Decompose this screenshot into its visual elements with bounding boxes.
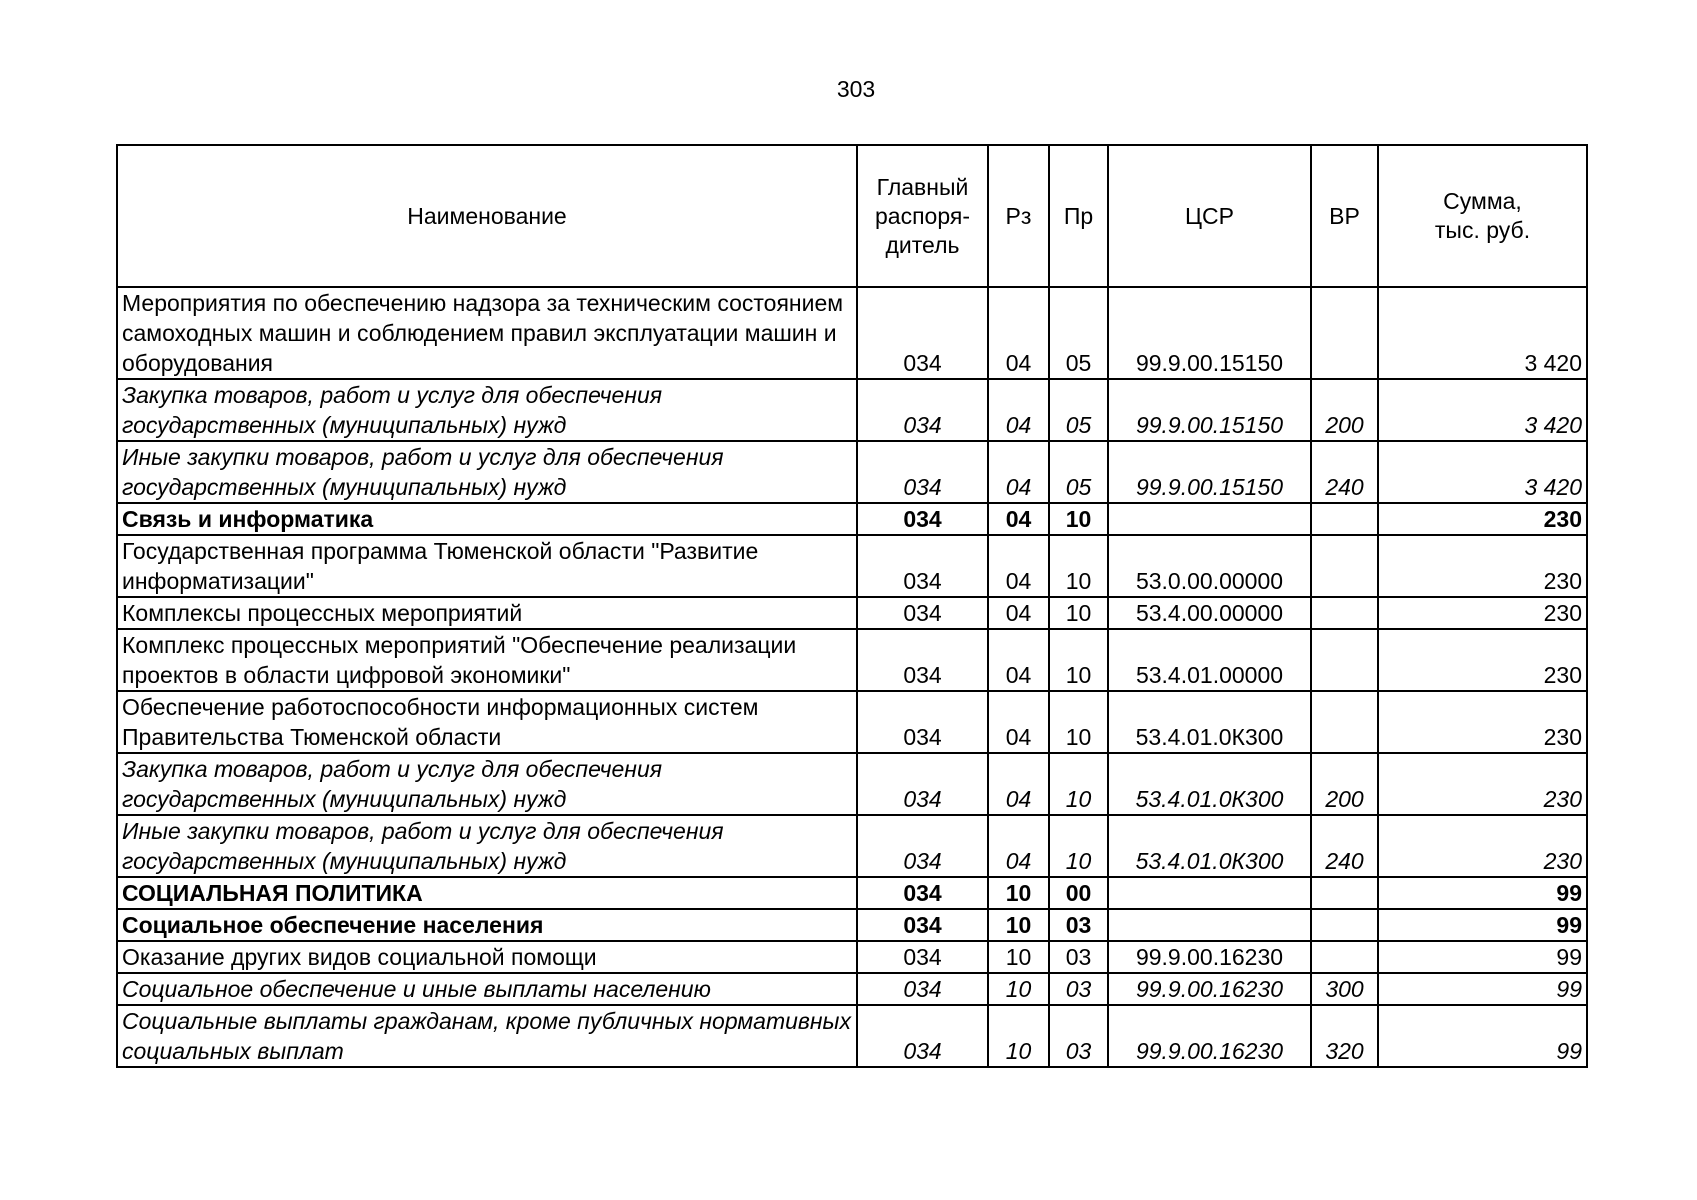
row-csr bbox=[1108, 877, 1311, 909]
row-grbs: 034 bbox=[857, 535, 988, 597]
row-vr bbox=[1311, 941, 1378, 973]
row-rz: 04 bbox=[988, 379, 1049, 441]
row-pr: 00 bbox=[1049, 877, 1108, 909]
header-rz: Рз bbox=[988, 145, 1049, 287]
row-sum: 99 bbox=[1378, 877, 1587, 909]
row-vr: 240 bbox=[1311, 441, 1378, 503]
row-sum: 99 bbox=[1378, 973, 1587, 1005]
row-grbs: 034 bbox=[857, 1005, 988, 1067]
row-sum: 230 bbox=[1378, 503, 1587, 535]
row-rz: 10 bbox=[988, 1005, 1049, 1067]
table-row bbox=[117, 379, 1587, 441]
row-name: Обеспечение работоспособности информационных систем Правительства Тюменской области bbox=[117, 691, 857, 753]
header-grbs bbox=[857, 145, 988, 287]
table-row bbox=[117, 941, 1587, 973]
row-pr: 03 bbox=[1049, 973, 1108, 1005]
row-pr: 10 bbox=[1049, 691, 1108, 753]
row-rz: 04 bbox=[988, 815, 1049, 877]
row-rz: 04 bbox=[988, 629, 1049, 691]
row-sum: 3 420 bbox=[1378, 379, 1587, 441]
row-vr bbox=[1311, 691, 1378, 753]
row-pr: 10 bbox=[1049, 753, 1108, 815]
row-csr: 53.4.01.0К300 bbox=[1108, 691, 1311, 753]
row-rz: 10 bbox=[988, 877, 1049, 909]
row-name: Комплекс процессных мероприятий "Обеспечение реализации проектов в области цифровой экономики" bbox=[117, 629, 857, 691]
row-pr: 10 bbox=[1049, 503, 1108, 535]
row-csr: 53.4.01.0К300 bbox=[1108, 753, 1311, 815]
row-sum: 230 bbox=[1378, 597, 1587, 629]
row-pr: 03 bbox=[1049, 1005, 1108, 1067]
row-grbs: 034 bbox=[857, 503, 988, 535]
row-vr bbox=[1311, 287, 1378, 379]
budget-table bbox=[116, 144, 1588, 1068]
row-pr: 05 bbox=[1049, 379, 1108, 441]
row-pr: 03 bbox=[1049, 941, 1108, 973]
row-csr: 99.9.00.15150 bbox=[1108, 287, 1311, 379]
table-row bbox=[117, 815, 1587, 877]
row-vr bbox=[1311, 535, 1378, 597]
row-rz: 04 bbox=[988, 535, 1049, 597]
row-name: Закупка товаров, работ и услуг для обеспечения государственных (муниципальных) нужд bbox=[117, 753, 857, 815]
table-row bbox=[117, 503, 1587, 535]
row-pr: 03 bbox=[1049, 909, 1108, 941]
table-row bbox=[117, 753, 1587, 815]
row-name: Связь и информатика bbox=[117, 503, 857, 535]
row-vr bbox=[1311, 909, 1378, 941]
row-sum: 99 bbox=[1378, 1005, 1587, 1067]
table-row bbox=[117, 535, 1587, 597]
row-vr bbox=[1311, 503, 1378, 535]
header-sum bbox=[1378, 145, 1587, 287]
row-grbs: 034 bbox=[857, 597, 988, 629]
row-pr: 10 bbox=[1049, 597, 1108, 629]
row-vr: 300 bbox=[1311, 973, 1378, 1005]
row-pr: 05 bbox=[1049, 287, 1108, 379]
table-row bbox=[117, 973, 1587, 1005]
row-csr: 99.9.00.15150 bbox=[1108, 441, 1311, 503]
row-sum: 3 420 bbox=[1378, 287, 1587, 379]
row-rz: 04 bbox=[988, 503, 1049, 535]
table-row bbox=[117, 909, 1587, 941]
row-name: Государственная программа Тюменской области "Развитие информатизации" bbox=[117, 535, 857, 597]
row-rz: 04 bbox=[988, 597, 1049, 629]
row-grbs: 034 bbox=[857, 441, 988, 503]
row-sum: 99 bbox=[1378, 909, 1587, 941]
row-csr bbox=[1108, 503, 1311, 535]
row-grbs: 034 bbox=[857, 753, 988, 815]
row-sum: 99 bbox=[1378, 941, 1587, 973]
row-sum: 230 bbox=[1378, 535, 1587, 597]
row-grbs: 034 bbox=[857, 973, 988, 1005]
row-pr: 10 bbox=[1049, 815, 1108, 877]
row-vr: 240 bbox=[1311, 815, 1378, 877]
header-name: Наименование bbox=[117, 145, 857, 287]
row-name: Комплексы процессных мероприятий bbox=[117, 597, 857, 629]
row-name: СОЦИАЛЬНАЯ ПОЛИТИКА bbox=[117, 877, 857, 909]
row-csr: 53.4.00.00000 bbox=[1108, 597, 1311, 629]
row-vr bbox=[1311, 597, 1378, 629]
row-rz: 04 bbox=[988, 691, 1049, 753]
header-grbs-line3: дитель bbox=[885, 231, 960, 258]
row-vr: 320 bbox=[1311, 1005, 1378, 1067]
row-rz: 10 bbox=[988, 909, 1049, 941]
row-name: Мероприятия по обеспечению надзора за техническим состоянием самоходных машин и соблюдением правил эксплуатации машин и оборудования bbox=[117, 287, 857, 379]
row-grbs: 034 bbox=[857, 941, 988, 973]
row-name: Социальное обеспечение и иные выплаты населению bbox=[117, 973, 857, 1005]
table-row bbox=[117, 287, 1587, 379]
row-grbs: 034 bbox=[857, 815, 988, 877]
row-sum: 3 420 bbox=[1378, 441, 1587, 503]
row-name: Иные закупки товаров, работ и услуг для обеспечения государственных (муниципальных) нужд bbox=[117, 815, 857, 877]
header-grbs-line1: Главный bbox=[876, 173, 969, 200]
row-vr bbox=[1311, 877, 1378, 909]
row-sum: 230 bbox=[1378, 753, 1587, 815]
header-row bbox=[117, 145, 1587, 287]
row-pr: 05 bbox=[1049, 441, 1108, 503]
row-grbs: 034 bbox=[857, 909, 988, 941]
row-pr: 10 bbox=[1049, 629, 1108, 691]
row-rz: 04 bbox=[988, 441, 1049, 503]
row-name: Иные закупки товаров, работ и услуг для обеспечения государственных (муниципальных) нужд bbox=[117, 441, 857, 503]
row-sum: 230 bbox=[1378, 629, 1587, 691]
table-row bbox=[117, 441, 1587, 503]
header-pr: Пр bbox=[1049, 145, 1108, 287]
row-name: Социальные выплаты гражданам, кроме публичных нормативных социальных выплат bbox=[117, 1005, 857, 1067]
row-vr bbox=[1311, 629, 1378, 691]
row-sum: 230 bbox=[1378, 815, 1587, 877]
table-row bbox=[117, 691, 1587, 753]
table-row bbox=[117, 877, 1587, 909]
row-csr: 53.4.01.00000 bbox=[1108, 629, 1311, 691]
row-name: Социальное обеспечение населения bbox=[117, 909, 857, 941]
row-name: Закупка товаров, работ и услуг для обеспечения государственных (муниципальных) нужд bbox=[117, 379, 857, 441]
row-csr: 53.0.00.00000 bbox=[1108, 535, 1311, 597]
row-rz: 10 bbox=[988, 973, 1049, 1005]
row-csr bbox=[1108, 909, 1311, 941]
row-grbs: 034 bbox=[857, 877, 988, 909]
row-rz: 04 bbox=[988, 753, 1049, 815]
row-grbs: 034 bbox=[857, 691, 988, 753]
row-name: Оказание других видов социальной помощи bbox=[117, 941, 857, 973]
row-rz: 04 bbox=[988, 287, 1049, 379]
row-csr: 99.9.00.16230 bbox=[1108, 973, 1311, 1005]
header-sum-line1: Сумма, bbox=[1443, 188, 1522, 214]
table-row bbox=[117, 1005, 1587, 1067]
header-grbs-line2: распоря- bbox=[875, 202, 970, 229]
page-number: 303 bbox=[836, 76, 876, 102]
row-csr: 99.9.00.15150 bbox=[1108, 379, 1311, 441]
row-rz: 10 bbox=[988, 941, 1049, 973]
row-csr: 99.9.00.16230 bbox=[1108, 1005, 1311, 1067]
row-grbs: 034 bbox=[857, 379, 988, 441]
row-pr: 10 bbox=[1049, 535, 1108, 597]
row-csr: 53.4.01.0К300 bbox=[1108, 815, 1311, 877]
row-sum: 230 bbox=[1378, 691, 1587, 753]
table-row bbox=[117, 597, 1587, 629]
table-row bbox=[117, 629, 1587, 691]
header-csr: ЦСР bbox=[1108, 145, 1311, 287]
row-grbs: 034 bbox=[857, 629, 988, 691]
header-sum-line2: тыс. руб. bbox=[1434, 217, 1531, 243]
header-vr: ВР bbox=[1311, 145, 1378, 287]
row-vr: 200 bbox=[1311, 379, 1378, 441]
row-grbs: 034 bbox=[857, 287, 988, 379]
row-vr: 200 bbox=[1311, 753, 1378, 815]
row-csr: 99.9.00.16230 bbox=[1108, 941, 1311, 973]
